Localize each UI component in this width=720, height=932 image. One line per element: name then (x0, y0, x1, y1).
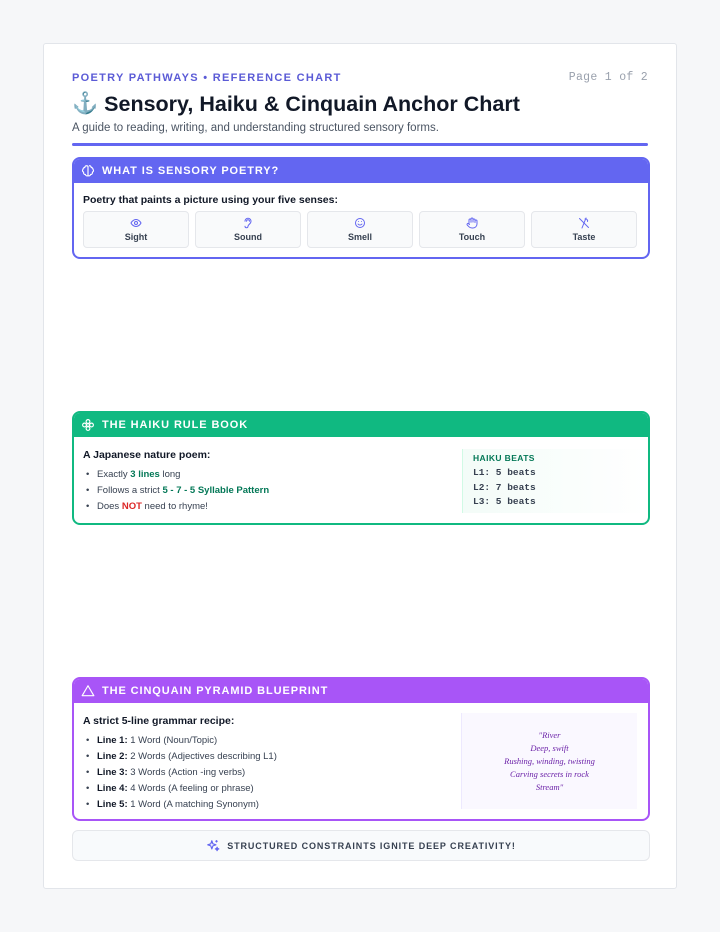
brain-icon (81, 164, 95, 178)
face-icon (354, 217, 366, 229)
poem-line: Deep, swift (530, 742, 569, 753)
senses-row (83, 211, 637, 248)
cinquain-card-title: THE CINQUAIN PYRAMID BLUEPRINT (102, 685, 329, 697)
haiku-card-title: THE HAIKU RULE BOOK (102, 419, 249, 431)
utensils-icon (578, 217, 590, 229)
sensory-card-title: WHAT IS SENSORY POETRY? (102, 165, 280, 177)
poem-line: Rushing, winding, twisting (504, 755, 595, 766)
haiku-beats-panel (462, 449, 648, 513)
page-title-text: Sensory, Haiku & Cinquain Anchor Chart (104, 92, 520, 116)
triangle-icon (81, 684, 95, 698)
haiku-beats-title: HAIKU BEATS (473, 453, 535, 463)
haiku-card-header (74, 413, 648, 437)
page-title (72, 91, 520, 117)
list-item: • Follows a strict 5 - 7 - 5 Syllable Pattern (83, 483, 269, 499)
anchor-icon: ⚓ (72, 92, 99, 115)
sense-tile-taste (531, 211, 637, 248)
sensory-poetry-card (72, 157, 650, 259)
poem-line: "River (538, 729, 561, 740)
list-item: • Line 2: 2 Words (Adjectives describing L1) (83, 749, 277, 765)
haiku-rule-card (72, 411, 650, 525)
list-item: • Exactly 3 lines long (83, 467, 269, 483)
sensory-lead: Poetry that paints a picture using your five senses: (83, 194, 338, 206)
eyebrow-label: POETRY PATHWAYS • REFERENCE CHART (72, 72, 342, 84)
haiku-lead: A Japanese nature poem: (83, 449, 211, 461)
sensory-card-header (74, 159, 648, 183)
haiku-rules-list (83, 467, 269, 515)
sense-tile-touch (419, 211, 525, 248)
title-divider (72, 143, 648, 146)
sense-label: Taste (572, 232, 596, 242)
poem-line: Stream" (535, 781, 564, 792)
eye-icon (130, 217, 142, 229)
sense-label: Smell (347, 232, 372, 242)
page-indicator: Page 1 of 2 (568, 71, 648, 84)
sense-tile-sight (83, 211, 189, 248)
cinquain-lines-list (83, 733, 277, 813)
sparkles-icon (206, 839, 220, 853)
hand-icon (466, 217, 478, 229)
list-item: • Line 4: 4 Words (A feeling or phrase) (83, 781, 277, 797)
haiku-beat-line: L2: 7 beats (473, 481, 536, 493)
sense-tile-sound (195, 211, 301, 248)
page-subtitle: A guide to reading, writing, and understanding structured sensory forms. (72, 122, 439, 134)
footer-banner (72, 830, 650, 861)
reference-sheet (43, 43, 677, 889)
cinquain-lead: A strict 5-line grammar recipe: (83, 715, 235, 727)
list-item: • Line 3: 3 Words (Action -ing verbs) (83, 765, 277, 781)
cinquain-card-header (74, 679, 648, 703)
cinquain-example-poem (461, 713, 637, 809)
list-item: • Does NOT need to rhyme! (83, 499, 269, 515)
cinquain-blueprint-card (72, 677, 650, 821)
haiku-beat-line: L1: 5 beats (473, 467, 536, 478)
sense-label: Sight (124, 232, 148, 242)
sense-label: Touch (458, 232, 486, 242)
list-item: • Line 1: 1 Word (Noun/Topic) (83, 733, 277, 749)
sense-label: Sound (234, 232, 262, 242)
haiku-beat-line: L3: 5 beats (473, 496, 536, 507)
ear-icon (242, 217, 254, 229)
footer-text: STRUCTURED CONSTRAINTS IGNITE DEEP CREATIVITY! (227, 840, 516, 851)
poem-line: Carving secrets in rock (510, 768, 589, 779)
list-item: • Line 5: 1 Word (A matching Synonym) (83, 797, 277, 813)
flower-icon (81, 418, 95, 432)
sense-tile-smell (307, 211, 413, 248)
